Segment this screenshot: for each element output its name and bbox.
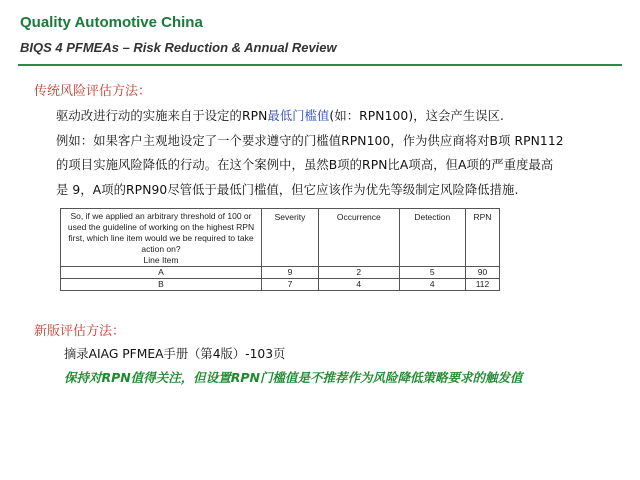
paragraph-line-2: 例如：如果客户主观地设定了一个要求遵守的门槛值RPN100，作为供应商将对B项 RPN112 (56, 133, 564, 148)
table-row (61, 267, 500, 279)
line1-prefix: 驱动改进行动的实施来自于设定的RPN (56, 109, 268, 123)
row-rpn: 112 (465, 279, 499, 291)
paragraph-line-1 (56, 104, 626, 129)
column-header-occurrence: Occurrence (318, 209, 399, 267)
row-occurrence: 2 (318, 267, 399, 279)
row-item: A (61, 267, 262, 279)
row-occurrence: 4 (318, 279, 399, 291)
new-method-heading: 新版评估方法： (34, 324, 126, 339)
line1-suffix: (如：RPN100)，这会产生误区. (329, 109, 505, 123)
column-header-rpn: RPN (465, 209, 499, 267)
column-header-severity: Severity (262, 209, 319, 267)
header-subtitle: BIQS 4 PFMEAs – Risk Reduction & Annual Review (20, 40, 337, 55)
table-row (61, 279, 500, 291)
question-header-cell (61, 209, 262, 267)
paragraph-line-3: 的项目实施风险降低的行动。在这个案例中，虽然B项的RPN比A项高，但A项的严重度最高 (56, 158, 554, 172)
traditional-method-paragraph (56, 104, 626, 202)
rpn-threshold-note: 保持对RPN值得关注，但设置RPN门槛值是不推荐作为风险降低策略要求的触发值 (64, 370, 523, 385)
paragraph-line-4: 是 9，A项的RPN90尽管低于最低门槛值，但它应该作为优先等级制定风险降低措施. (56, 182, 519, 197)
header-divider (18, 64, 622, 66)
traditional-method-heading: 传统风险评估方法： (34, 84, 152, 99)
row-severity: 9 (262, 267, 319, 279)
table-question: So, if we applied an arbitrary threshold of 100 or used the guideline of working on the highest RPN first, which line item would we be required to take action on? (67, 211, 255, 254)
row-item: B (61, 279, 262, 291)
row-severity: 7 (262, 279, 319, 291)
row-detection: 4 (399, 279, 465, 291)
aiag-excerpt-reference: 摘录AIAG PFMEA手册（第4版）-103页 (64, 347, 286, 361)
row-rpn: 90 (465, 267, 499, 279)
header-title: Quality Automotive China (20, 14, 203, 31)
rpn-example-table (60, 208, 500, 291)
line-item-label: Line Item (143, 255, 179, 265)
threshold-highlight: 最低门槛值 (267, 109, 330, 123)
column-header-detection: Detection (399, 209, 465, 267)
table-header-row (61, 209, 500, 267)
row-detection: 5 (399, 267, 465, 279)
